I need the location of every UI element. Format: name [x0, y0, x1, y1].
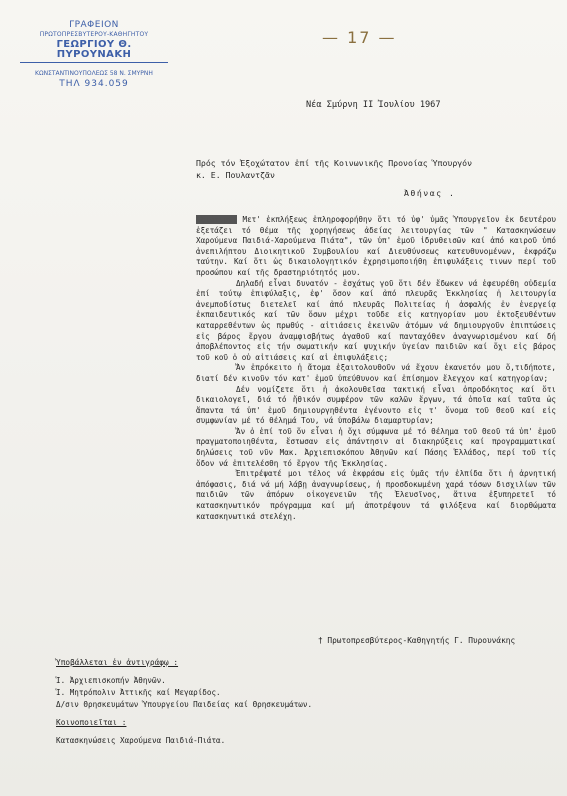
- signature: † Πρωτοπρεσβύτερος-Καθηγητής Γ. Πυρουνάκης: [318, 636, 516, 645]
- letter-date: Νέα Σμύρνη ΙΙ Ἰουλίου 1967: [306, 100, 441, 110]
- letter-body: [196, 215, 556, 522]
- page-number: — 17 —: [322, 28, 397, 47]
- body-paragraph-6: Ἐπιτρέψατέ μοι τέλος νά ἐκφράσω εἰς ὑμᾶς τήν ἐλπίδα ὅτι ἡ ἀρνητική ἀπόφασις, διά νά μή λάβῃ ἀναγνωρίσεως, ἡ προσδοκωμένη χαρά τόσων δισχιλίων τῶν παιδιῶν τῶν ἀπόρων οἰκογενειῶν τῆς Ἐλευσῖνος, ἅτινα ἐξυπηρετεῖ τό κατασκηνωτικόν πρόγραμμα καί μή ἀποτρέψουν τά φιλόξενα καί διορθώματα κατασκηνωτικά στελέχη.: [196, 469, 556, 521]
- stamp-line-3: ΓΕΩΡΓΙΟΥ Θ. ΠΥΡΟΥΝΑΚΗ: [56, 39, 132, 60]
- stamp-line-5: ΤΗΛ 934.059: [59, 79, 129, 89]
- body-paragraph-5: Ἄν ὁ ἐπί τοῦ ὅν εἶναι ἡ ὄχι σύμφωνα μέ τό θέλημα τοῦ Θεοῦ τά ὑπ' ἐμοῦ πραγματοποιηθέντα, ἔστωσαν εἰς ἀπάντησιν αἱ διακηρύξεις καί προγραμματικαί δηλώσεις τοῦ νῦν Μακ. Ἀρχιεπισκόπου Ἀθηνῶν καί Πάσης Ἑλλάδος, περί τοῦ τίς ὅδον νά ἐπιτελέσθη τό ἔργον τῆς Ἐκκλησίας.: [196, 426, 556, 468]
- addressee-city: Ἀθήνας .: [404, 188, 456, 198]
- stamp-line-2: ΠΡΩΤΟΠΡΕΣΒΥΤΕΡΟΥ-ΚΑΘΗΓΗΤΟΥ: [39, 31, 149, 38]
- submitted-item-3: Δ/σιν Θρησκευμάτων Ὑπουργείου Παιδείας καί Θρησκευμάτων.: [56, 700, 313, 709]
- submitted-item-2: Ἱ. Μητρόπολιν Ἀττικῆς καί Μεγαρίδος.: [56, 688, 221, 697]
- body-paragraph-1: [196, 215, 556, 279]
- stamp-line-4: ΚΩΝΣΤΑΝΤΙΝΟΥΠΟΛΕΩΣ 58 Ν. ΣΜΥΡΝΗ: [35, 70, 153, 77]
- stamp-rule: [20, 62, 168, 63]
- struck-word: Ἀξιότιμε,: [196, 215, 238, 224]
- body-paragraph-2: Δηλαδή εἶναι δυνατόν - ἐσχάτως γοῦ ὅτι δέν ἔδωκεν νά ἐφευρέθη οὐδεμία ἐπί τούτῳ ἐπιφύλαξις, ἐφ' ὅσον καί ἀπό πλευρᾶς Ἐκκλησίας ἡ λειτουργία ἀνεμποδίστως διετελεῖ καί ἀπό πλευρᾶς Πολιτείας ἡ ἀσφαλής ἐν ἐνεργείᾳ ἐκπαιδευτικός καί τῶν ὅσων μέχρι τοῦδε εἰς κατηγορίαν μου ἐκτοξευθέντων καταρρεθέντων ὡς πρωθύς - αἰτιάσεις ἐκεινῶν ἀτόμων νά δημιουργοῦν ἐπιπτώσεις εἰς βάρος ἔργου ἀναμφισβήτως ἀγαθοῦ καί πανταχόθεν ἀναγνωρισμένου καί δή ἀποβλέποντος εἰς τήν σωματικήν καί ψυχικήν ὑγείαν παιδιῶν καί ὄχι εἰς βάρος τοῦ κοῦ ὁ οὐ αἰτιάσεις καί αἱ ἐπιφυλάξεις;: [196, 278, 556, 362]
- stamp-line-1: ΓΡΑΦΕΙΟΝ: [69, 20, 119, 30]
- addressee-line-2: κ. Ε. Πουλαντζᾶν: [196, 170, 275, 180]
- body-paragraph-3: Ἄν ἐπρόκειτο ἡ ἄτομα ἐξαιτολουθοῦν νά ἔχουν ἐκανετόν μου ὅ,τιδήποτε, διατί δέν κινοῦν τόν κατ' ἐμοῦ ὑπεύθυνον καί ἐπίσημον ἔλεγχον καί κατηγορίαν;: [196, 363, 556, 383]
- addressee-line-1: Πρός τόν Ἐξοχώτατον ἐπί τῆς Κοινωνικῆς Προνοίας Ὑπουργόν: [196, 158, 473, 168]
- office-stamp: [20, 20, 168, 89]
- submitted-item-1: Ἱ. Ἀρχιεπισκοπήν Ἀθηνῶν.: [56, 676, 166, 685]
- cc-item-1: Κατασκηνώσεις Χαρούμενα Παιδιά-Πιάτα.: [56, 736, 226, 745]
- body-text-1: Μετ' ἐκπλήξεως ἐπληροφορήθην ὅτι τό ὑφ' ὑμᾶς Ὑπουργεῖον ἐκ δευτέρου ἐξετάζει τό θέμα τῆς χορηγήσεως ἀδείας λειτουργίας τῶν " Κατασκηνώσεων Χαρούμενα Παιδιά-Χαρούμενα Πιάτα", τῶν ὑπ' ἐμοῦ ἱδρυθεισῶν καί ἀπό καιροῦ ὑπό ἀνεπιλήπτου Διοικητικοῦ Συμβουλίου καί Διευθύνσεως κατευθυνομένων, ἐκφράζω ταύτην. Καί ὅτι ὡς δικαιολογητικόν ἐχρησιμοποιήθη ἐπιφυλάξεις τινων περί τοῦ προσώπου καί τῆς δραστηριότητός μου.: [196, 215, 557, 277]
- submitted-heading: Ὑποβάλλεται ἐν ἀντιγράφῳ :: [56, 658, 179, 667]
- cc-heading: Κοινοποιεῖται :: [56, 718, 127, 727]
- body-paragraph-4: Δέν νομίζετε ὅτι ἡ ἀκολουθεῖσα τακτική εἶναι ὀπροδόκητος καί ὅτι δικαιολογεῖ, διά τό ἤθικόν συμφέρον τῶν καλῶν ἔργων, τά ὁποῖα καί ταῦτα ὡς ἅπαντα τά ὑπ' ἐμοῦ δημιουργηθέντα ἐγένοντο εἰς τ' ὄνομα τοῦ Θεοῦ καί εἰς συμφωνίαν μέ τό θέλημά Του, νά ὑποβάλω διαμαρτυρίαν;: [196, 384, 556, 426]
